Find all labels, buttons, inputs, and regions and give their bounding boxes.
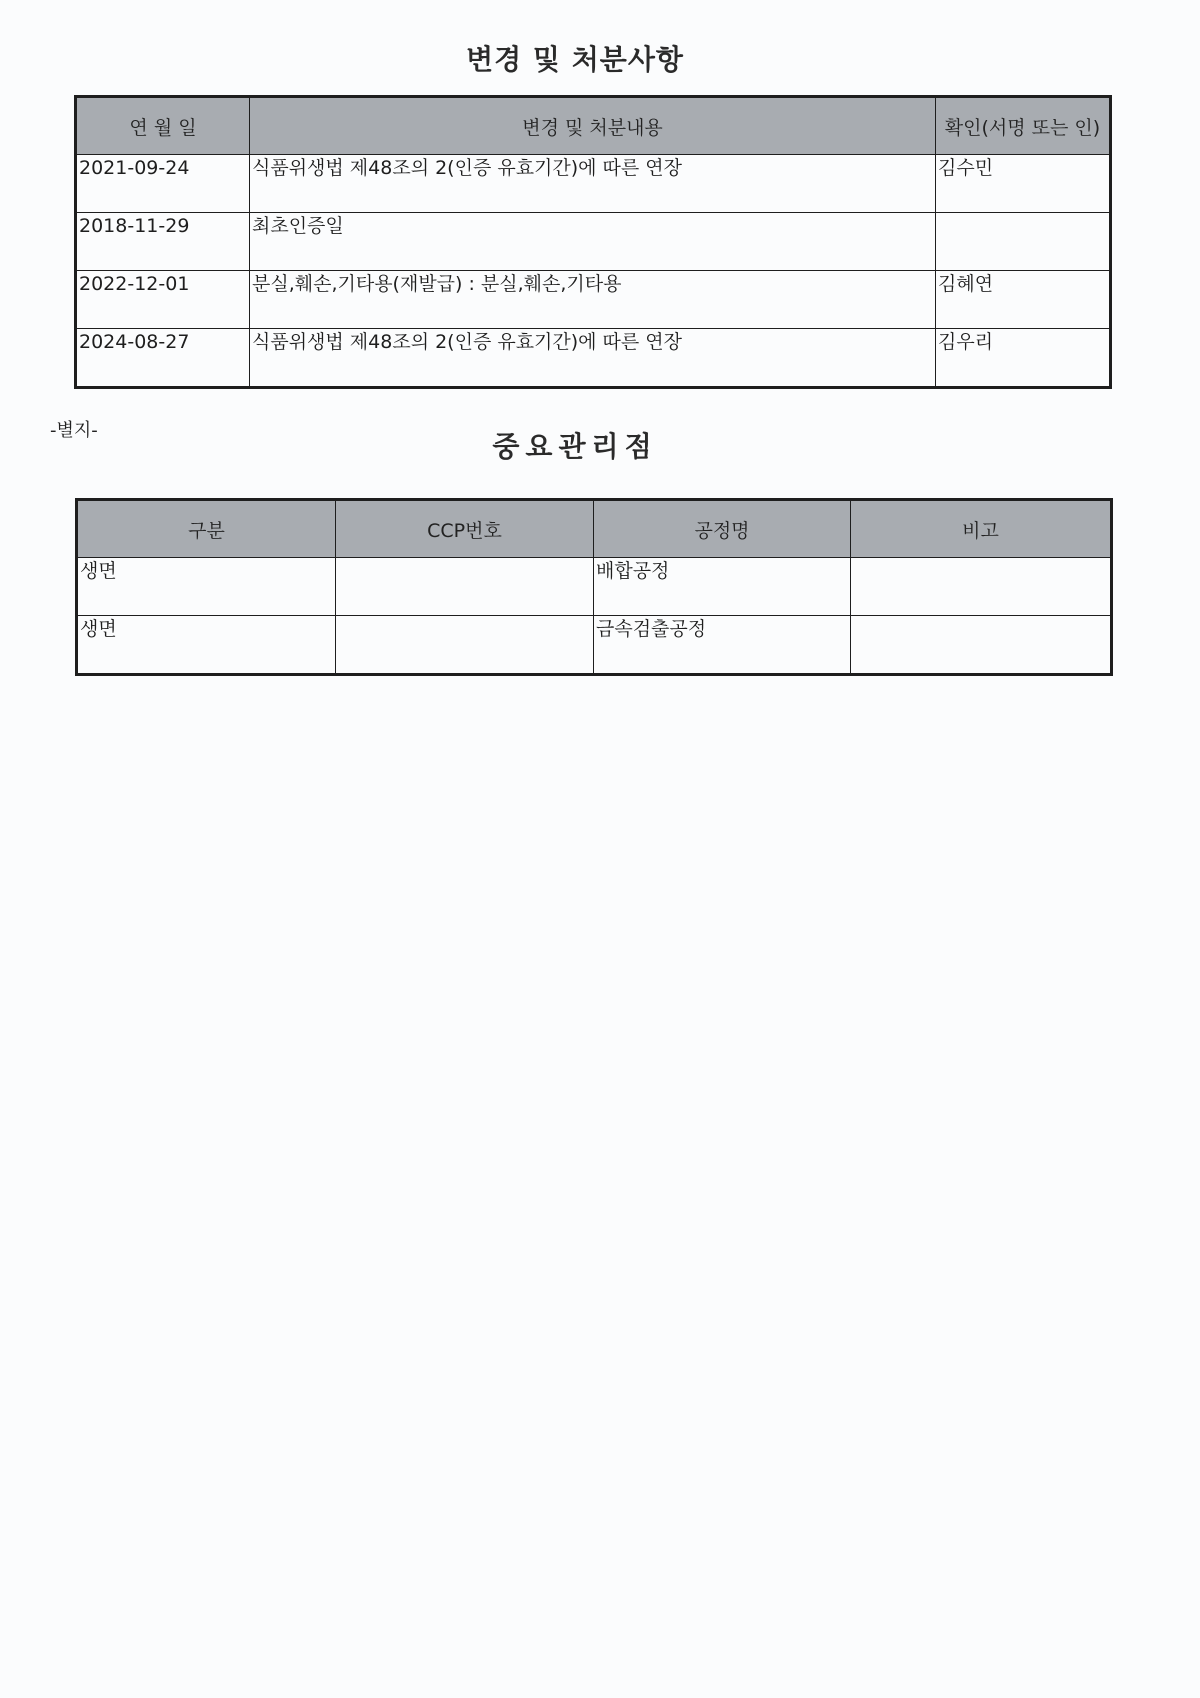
row-category: 생면 [78,558,336,616]
row-note [851,558,1111,616]
row-content: 분실,훼손,기타용(재발급) : 분실,훼손,기타용 [250,271,936,329]
row-process-name: 배합공정 [594,558,851,616]
row-note [851,616,1111,674]
row-confirm: 김수민 [936,155,1110,213]
ccp-header-row [78,501,1111,558]
header-date: 연 월 일 [77,98,250,155]
row-content: 식품위생법 제48조의 2(인증 유효기간)에 따른 연장 [250,329,936,387]
header-category: 구분 [78,501,336,558]
table-row [78,558,1111,616]
header-confirm: 확인(서명 또는 인) [936,98,1110,155]
annex-label: -별지- [50,420,98,441]
row-confirm: 김우리 [936,329,1110,387]
ccp-table [77,500,1111,674]
table-row [77,155,1110,213]
history-header-row [77,98,1110,155]
header-content: 변경 및 처분내용 [250,98,936,155]
row-date: 2018-11-29 [77,213,250,271]
row-content: 최초인증일 [250,213,936,271]
history-table [76,97,1110,387]
table-row [77,329,1110,387]
row-ccp-number [336,558,594,616]
row-date: 2024-08-27 [77,329,250,387]
history-section-title: 변경 및 처분사항 [466,43,684,76]
row-date: 2021-09-24 [77,155,250,213]
table-row [77,271,1110,329]
row-date: 2022-12-01 [77,271,250,329]
ccp-section-title: 중요관리점 [492,430,658,463]
row-ccp-number [336,616,594,674]
row-category: 생면 [78,616,336,674]
row-process-name: 금속검출공정 [594,616,851,674]
table-row [78,616,1111,674]
header-ccp-number: CCP번호 [336,501,594,558]
table-row [77,213,1110,271]
row-confirm: 김혜연 [936,271,1110,329]
row-confirm [936,213,1110,271]
header-note: 비고 [851,501,1111,558]
header-process-name: 공정명 [594,501,851,558]
row-content: 식품위생법 제48조의 2(인증 유효기간)에 따른 연장 [250,155,936,213]
